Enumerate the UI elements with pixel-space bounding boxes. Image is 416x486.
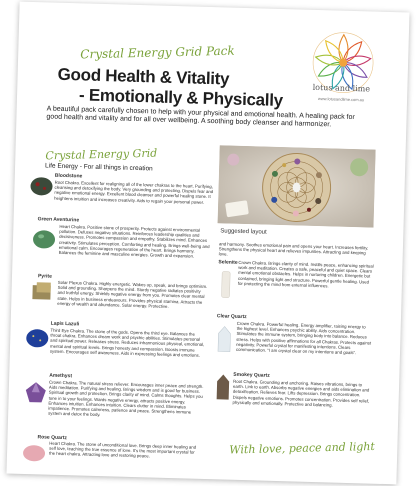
crystal-name-rose-quartz: Rose Quartz <box>37 434 68 442</box>
crystal-name-bloodstone: Bloodstone <box>54 172 83 180</box>
clear-quartz-image <box>214 325 235 354</box>
grid-title: Crystal Energy Grid <box>45 146 158 163</box>
brand-url[interactable]: www.lotusandlime.com.au <box>317 96 365 103</box>
crystal-desc-clear-quartz: Crown Chakra. Powerful healing. Energy amplifier, raising energy to the highest level. Enhances psychic ability. Aids concentration. Stimulates the immune system, bringing body into balance. Reduces stress. Helps with positive affirmations for all Chakras. Protects against negativity. Powerful crystal for manifesting intentions. Clears communication. "I am crystal clear on my intentions and goals". <box>235 320 372 356</box>
grid-photo <box>218 145 376 227</box>
crystal-desc-green-aventurine: Heart Chakra. Positive stone of prosperity. Protects against environmental pollution. Defuses negative situations. Reinforces leadership qualities and decisiveness. Promotes compassion and empathy. Stabilizes mind. Enhances creativity. Stimulates perception. Comforting and healing. Brings well-being and emotional calm. Encourages regeneration of the heart. Brings harmony. Balances the feminine and masculine energies. Growth and expansion. <box>58 223 210 259</box>
crystal-name-lapis-lazuli: Lapis Lazuli <box>50 320 80 328</box>
page-title-line2: - Emotionally & Physically <box>78 85 284 111</box>
crystal-desc-selenite: Crown Chakra. Brings clarity of mind. Instills peace, enhancing spiritual work and meditation. Creates a safe, peaceful and quiet space. Clears mental emotional obstacles. Helps in nurturing children. Energetic but contained, bringing light and structure. Powerful gentle healing. Used for protecting the mind from external influences. <box>237 259 374 289</box>
crystal-name-selenite: Selenite <box>218 259 238 266</box>
green-aventurine-image <box>31 225 58 252</box>
crystal-desc-bloodstone: Root Chakra. Excellent for realigning all of the lower chakras to the heart. Purifying, cleansing and detoxifying the body. Very grounding and protecting. Dispels fear and negative emotional energy. Excellent blood cleanser and powerful healing stone. It heightens intuition and increases creativity. Aids to regain your personal power. <box>54 179 214 205</box>
guide-sheet <box>6 2 409 485</box>
crystal-name-pyrite: Pyrite <box>37 273 52 280</box>
crystal-desc-smokey-quartz: Root Chakra. Grounding and anchoring. Raises vibrations, brings to earth. Link to earth. Absorbs negative energies and aids elimination and detoxification. Relieves fear. Lifts depression. Brings concentration. Dispels negative emotions. Promotes concentration. Provides self relief, physically and emotionally. Protective and balancing. <box>232 378 370 408</box>
crystal-name-amethyst: Amethyst <box>49 372 73 380</box>
crystal-desc-amethyst: Crown Chakra. The natural stress reliever. Encourages inner peace and strength. Aids meditation. Purifying and healing. Brings wisdom and is good for business. Spiritual growth and protection. Brings clarity of mind. Calms thoughts. Helps you tune in to your feelings. Wards negative energy, attracts positive energy. Enhances intuition. Enhances intuition. Clears clutter in mind. Eliminates impatience. Promotes calmness, patience and peace. Strengthens immune system and detox the body. <box>48 379 204 418</box>
crystal-desc-lapis-lazuli: Third Eye Chakra. The stone of the gods. Opens the third eye. Balances the throat chakra. Enhances dream work and psychic abilities. Stimulates personal and spiritual power. Releases stress. Reduces inharmonious physical, emotional, mental and spiritual levels. Brings honesty and compassion. Boosts immune system. Encourages self awareness. Aids in expressing feelings and emotions. <box>49 327 205 358</box>
rose-quartz-image <box>21 442 48 465</box>
page-title-line1: Good Health & Vitality <box>57 64 230 89</box>
brand-name: lotus and lime <box>312 82 371 94</box>
crystal-desc-rose-quartz: Heart Chakra. The stone of unconditional love. Brings deep inner healing and self love, teaching the true essence of love. It's the most important crystal for the heart chakra. Attracting love and restoring peace. <box>48 440 197 459</box>
signoff: With love, peace and light <box>229 439 375 457</box>
photo-caption: Suggested layout <box>220 228 267 236</box>
smokey-quartz-image <box>213 373 234 402</box>
grid-subtitle: Life Energy - For all things in creation <box>44 162 153 173</box>
crystal-desc-pyrite: Solar Plexus Chakra. Highly energetic. Wakes up, speak, and brings optimism. Solid and grounding. Sharpens the mind. Sturdy negative radiates positivity and truthful energy. Shields negative energy from you. Promotes clear mental state. Helps in business endeavours. Provides physical stamina. Attracts the energy of wealth and abundance. Solar energy. Protective. <box>57 279 208 309</box>
crystal-name-green-aventurine: Green Aventurine <box>37 216 80 224</box>
crystal-name-clear-quartz: Clear Quartz <box>216 313 247 321</box>
continued-text: and harmony. Soothes emotional pain and opens your heart. Increases fertility. Strengthens the physical heart and relieves impurities. Attracting and keeping love. <box>218 241 369 257</box>
selenite-image <box>215 269 236 300</box>
lapis-lazuli-image <box>24 326 51 351</box>
amethyst-image <box>22 380 49 405</box>
bloodstone-image <box>28 172 55 199</box>
intro-text: A beautiful pack carefully chosen to help with your physical and emotional health. A healing pack for good health and vitality and for all over wellbeing. A soothing body cleanser and harmonizer. <box>46 105 355 129</box>
pyrite-image <box>29 280 56 305</box>
pack-title: Crystal Energy Grid Pack <box>80 43 235 62</box>
crystal-name-smokey-quartz: Smokey Quartz <box>233 371 270 379</box>
